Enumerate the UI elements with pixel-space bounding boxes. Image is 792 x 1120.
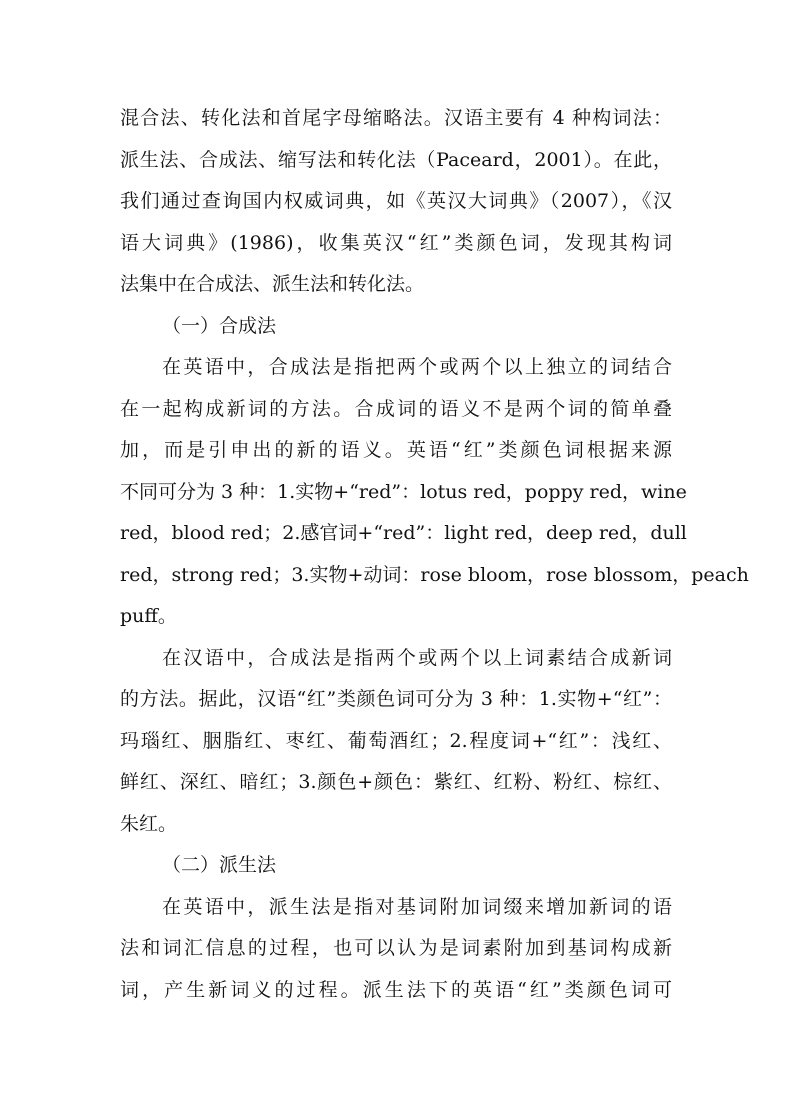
text-line: 加，而是引申出的新的语义。英语“红”类颜色词根据来源: [120, 439, 672, 461]
text-line: puff。: [120, 605, 177, 627]
text-line: 的方法。据此，汉语“红”类颜色词可分为 3 种：1.实物+“红”：: [120, 688, 672, 710]
text-line: red，blood red；2.感官词+“red”：light red，deep red，dull: [120, 522, 687, 544]
text-line: 语大词典》(1986)，收集英汉“红”类颜色词，发现其构词: [120, 232, 672, 254]
text-line: 在一起构成新词的方法。合成词的语义不是两个词的简单叠: [120, 398, 672, 420]
section-heading: （一）合成法: [162, 315, 277, 337]
text-line: 法和词汇信息的过程，也可以认为是词素附加到基词构成新: [120, 937, 672, 959]
section-heading: （二）派生法: [162, 854, 277, 876]
text-line: 派生法、合成法、缩写法和转化法（Paceard，2001）。在此，: [120, 149, 672, 171]
text-line: 词，产生新词义的过程。派生法下的英语“红”类颜色词可: [120, 979, 672, 1001]
text-line: 法集中在合成法、派生法和转化法。: [120, 273, 425, 295]
paragraph-first-line: 在英语中，派生法是指对基词附加词缀来增加新词的语: [162, 896, 672, 918]
paragraph-first-line: 在英语中，合成法是指把两个或两个以上独立的词结合: [162, 356, 672, 378]
text-line: 混合法、转化法和首尾字母缩略法。汉语主要有 4 种构词法：: [120, 107, 672, 129]
paragraph-first-line: 在汉语中，合成法是指两个或两个以上词素结合成新词: [162, 647, 672, 669]
text-line: 玛瑙红、胭脂红、枣红、葡萄酒红；2.程度词+“红”：浅红、: [120, 730, 672, 752]
text-line: 朱红。: [120, 813, 178, 835]
text-line: 我们通过查询国内权威词典，如《英汉大词典》（2007），《汉: [120, 190, 672, 212]
text-line: 不同可分为 3 种：1.实物+“red”：lotus red，poppy red，wine: [120, 481, 687, 503]
text-line: red，strong red；3.实物+动词：rose bloom，rose blossom，peach: [120, 564, 749, 586]
text-line: 鲜红、深红、暗红；3.颜色+颜色：紫红、红粉、粉红、棕红、: [120, 771, 672, 793]
